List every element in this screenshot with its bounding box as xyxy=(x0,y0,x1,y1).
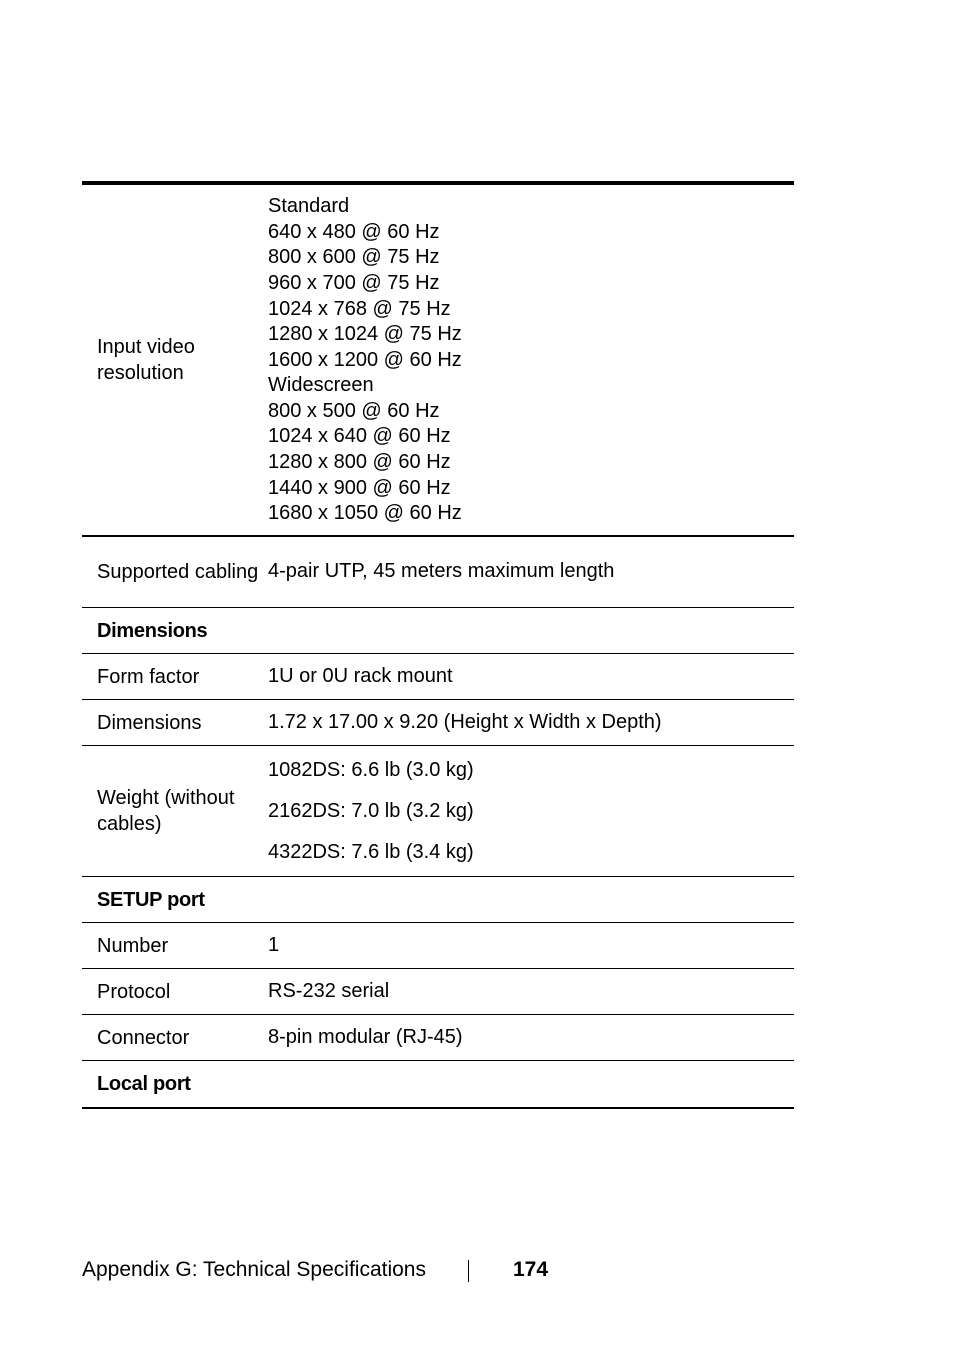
row-value: 1 xyxy=(268,933,280,956)
row-value: 1.72 x 17.00 x 9.20 (Height x Width x Depth) xyxy=(268,710,662,733)
value-line: 4322DS: 7.6 lb (3.4 kg) xyxy=(268,840,474,863)
value-line: Standard xyxy=(268,195,350,218)
row-label: Input video resolution xyxy=(97,336,195,384)
row-label: Dimensions xyxy=(97,711,202,734)
row-value xyxy=(268,193,794,527)
value-line: 2162DS: 7.0 lb (3.2 kg) xyxy=(268,799,474,822)
table-row-input-video-resolution xyxy=(82,185,794,537)
value-line: 1280 x 800 @ 60 Hz xyxy=(268,451,451,474)
value-line: 800 x 500 @ 60 Hz xyxy=(268,399,440,422)
value-line: 1082DS: 6.6 lb (3.0 kg) xyxy=(268,758,474,781)
page-number: 174 xyxy=(513,1258,549,1281)
row-label: Protocol xyxy=(97,980,171,1003)
row-value xyxy=(268,750,794,873)
value-line: Widescreen xyxy=(268,374,374,397)
table-row-protocol xyxy=(82,969,794,1015)
value-line: 960 x 700 @ 75 Hz xyxy=(268,271,440,294)
table-row-weight xyxy=(82,746,794,877)
row-label: Supported cabling xyxy=(97,561,259,583)
value-line: 1680 x 1050 @ 60 Hz xyxy=(268,502,462,525)
table-row-form-factor xyxy=(82,654,794,700)
table-row-dimensions xyxy=(82,700,794,746)
section-header-setup-port xyxy=(82,877,794,923)
row-value: 8-pin modular (RJ-45) xyxy=(268,1025,463,1048)
footer-divider xyxy=(468,1260,469,1282)
row-value: RS-232 serial xyxy=(268,979,390,1002)
section-title: SETUP port xyxy=(97,888,205,911)
value-line: 1600 x 1200 @ 60 Hz xyxy=(268,348,462,371)
row-label: Weight (without cables) xyxy=(97,787,235,835)
value-line: 1440 x 900 @ 60 Hz xyxy=(268,476,451,499)
section-title: Dimensions xyxy=(97,619,208,642)
table-row-supported-cabling xyxy=(82,537,794,608)
table-row-number xyxy=(82,923,794,969)
value-line: 1024 x 768 @ 75 Hz xyxy=(268,297,451,320)
value-line: 640 x 480 @ 60 Hz xyxy=(268,220,440,243)
value-line: 1280 x 1024 @ 75 Hz xyxy=(268,323,462,346)
row-value: 1U or 0U rack mount xyxy=(268,664,453,687)
footer-title: Appendix G: Technical Specifications xyxy=(82,1258,426,1281)
value-line: 1024 x 640 @ 60 Hz xyxy=(268,425,451,448)
table-row-connector xyxy=(82,1015,794,1061)
section-header-local-port xyxy=(82,1061,794,1107)
row-label: Connector xyxy=(97,1026,190,1049)
row-label: Form factor xyxy=(97,665,200,688)
row-label: Number xyxy=(97,934,169,957)
page-footer xyxy=(82,1258,682,1284)
section-header-dimensions xyxy=(82,608,794,654)
section-title: Local port xyxy=(97,1073,191,1095)
value-line: 800 x 600 @ 75 Hz xyxy=(268,246,440,269)
row-value: 4-pair UTP, 45 meters maximum length xyxy=(268,560,615,583)
spec-table xyxy=(82,181,794,1109)
